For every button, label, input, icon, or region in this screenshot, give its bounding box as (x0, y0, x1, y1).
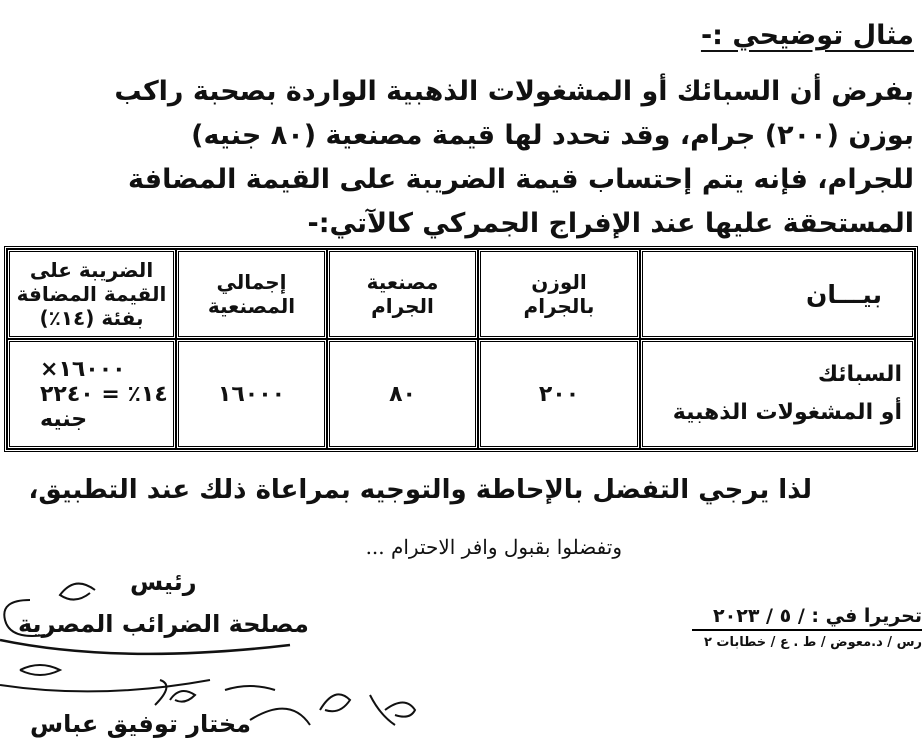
paragraph-line: للجرام، فإنه يتم إحتساب قيمة الضريبة على القيمة المضافة (128, 164, 914, 195)
vat-calculation-table (4, 246, 918, 452)
example-paragraph (10, 70, 914, 246)
regards-text: وتفضلوا بقبول وافر الاحترام ... (365, 535, 622, 559)
paragraph-line: بفرض أن السبائك أو المشغولات الذهبية الواردة بصحبة راكب (114, 76, 914, 107)
cell-vat: ١٦٠٠٠× ١٤٪ = ٢٢٤٠ جنيه (7, 339, 176, 449)
signature-title: رئيس (130, 568, 197, 596)
header-total-manufacturing: إجمالي المصنعية (176, 249, 327, 339)
cell-total-manufacturing: ١٦٠٠٠ (176, 339, 327, 449)
header-unit-manufacturing: مصنعية الجرام (327, 249, 478, 339)
request-text: لذا يرجي التفضل بالإحاطة والتوجيه بمراعاة ذلك عند التطبيق، (28, 475, 812, 505)
date-block (692, 605, 922, 650)
cell-item: السبائك أو المشغولات الذهبية (640, 339, 915, 449)
cell-unit-manufacturing: ٨٠ (327, 339, 478, 449)
paragraph-line: المستحقة عليها عند الإفراج الجمركي كالآتي:- (307, 208, 914, 239)
example-heading: مثال توضيحي :- (700, 20, 914, 51)
signature-name: مختار توفيق عباس (30, 710, 252, 738)
header-weight: الوزن بالجرام (478, 249, 640, 339)
date-line: تحريرا في : / ٥ / ٢٠٢٣ (692, 605, 922, 631)
cell-weight: ٢٠٠ (478, 339, 640, 449)
paragraph-line: بوزن (٢٠٠) جرام، وقد تحدد لها قيمة مصنعية (٨٠ جنيه) (191, 120, 914, 151)
table-header-row (7, 249, 915, 339)
header-vat: الضريبة على القيمة المضافة بفئة (١٤٪) (7, 249, 176, 339)
table-row (7, 339, 915, 449)
signature-block (0, 560, 440, 749)
header-item: بيـــان (640, 249, 915, 339)
reference-line: رس / د.معوض / ط . ع / خطابات ٢ (703, 635, 922, 650)
signature-organization: مصلحة الضرائب المصرية (18, 610, 309, 638)
